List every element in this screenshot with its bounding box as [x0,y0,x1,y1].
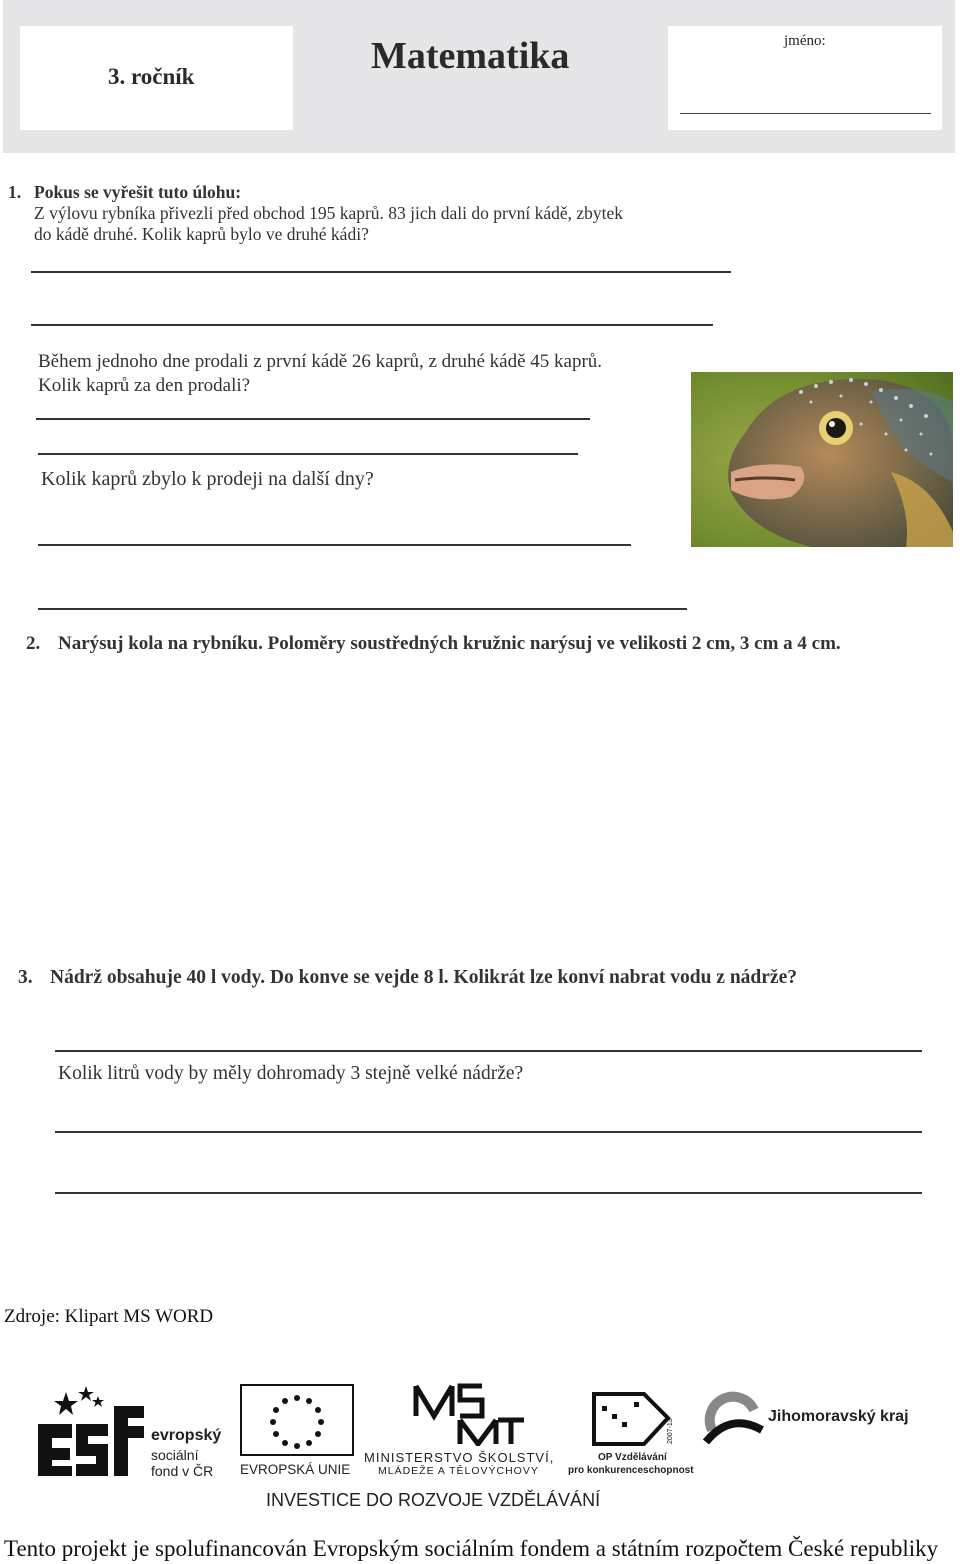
task1-number: 1. [8,182,22,202]
esf-line2: sociální [151,1447,199,1463]
task1-text-line2: do kádě druhé. Kolik kaprů bylo ve druhé kádi? [34,224,369,244]
task2-text: Narýsuj kola na rybníku. Poloměry soustředných kružnic narýsuj ve velikosti 2 cm, 3 cm a 4 cm. [58,633,841,654]
answer-line[interactable] [55,1050,922,1052]
answer-line[interactable] [31,271,731,273]
task1-text-line1: Z výlovu rybníka přivezli před obchod 195 kaprů. 83 jich dali do první kádě, zbytek [34,203,624,223]
esf-logo [36,1384,228,1480]
task3-question2: Kolik litrů vody by měly dohromady 3 stejně velké nádrže? [58,1063,524,1084]
eu-label: EVROPSKÁ UNIE [240,1462,351,1477]
op-years: 2007-13 [667,1418,674,1444]
esf-line1: evropský [151,1427,222,1444]
op-mark-icon [568,1384,698,1450]
answer-line[interactable] [38,608,687,610]
source-note: Zdroje: Klipart MS WORD [4,1306,214,1327]
msmt-logo [364,1382,560,1478]
fish-image [691,372,953,547]
answer-line[interactable] [38,453,578,455]
op-logo [568,1384,698,1480]
answer-line[interactable] [31,324,713,326]
op-line2: pro konkurenceschopnost [568,1465,694,1476]
answer-line[interactable] [55,1131,922,1133]
task1-heading: Pokus se vyřešit tuto úlohu: [34,182,242,202]
eu-logo [240,1384,354,1478]
task2-number: 2. [26,633,41,654]
jmk-mark-icon [702,1390,764,1444]
task1-question3: Kolik kaprů zbylo k prodeji na další dny? [41,468,374,490]
name-label: jméno: [784,33,826,49]
funding-footer: Tento projekt je spolufinancován Evropským sociálním fondem a státním rozpočtem České republiky [4,1536,939,1561]
investment-tagline: INVESTICE DO ROZVOJE VZDĚLÁVÁNÍ [266,1490,601,1510]
msmt-line1: MINISTERSTVO ŠKOLSTVÍ, [364,1450,555,1465]
answer-line[interactable] [38,544,631,546]
op-line1: OP Vzdělávání [598,1452,667,1463]
grade-label: 3. ročník [108,64,195,89]
page-title: Matematika [371,35,570,77]
grade-box [20,26,293,130]
eu-flag-icon [240,1384,354,1456]
answer-line[interactable] [55,1192,922,1194]
task3-number: 3. [18,967,33,988]
msmt-line2: MLÁDEŽE A TĚLOVÝCHOVY [378,1465,539,1477]
name-box [668,26,942,130]
name-line[interactable] [680,113,931,114]
task1-question2-line2: Kolik kaprů za den prodali? [38,375,251,396]
worksheet-header [3,0,955,153]
answer-line[interactable] [36,418,590,420]
task3-text: Nádrž obsahuje 40 l vody. Do konve se vejde 8 l. Kolikrát lze konví nabrat vodu z nádrže? [50,967,797,988]
jmk-label: Jihomoravský kraj [768,1408,909,1425]
esf-line3: fond v ČR [151,1463,214,1479]
task1-question2-line1: Během jednoho dne prodali z první kádě 26 kaprů, z druhé kádě 45 kaprů. [38,351,603,372]
msmt-mark-icon [364,1382,560,1446]
sponsor-logos [36,1378,936,1513]
esf-mark-icon [36,1384,148,1478]
fish-illustration [691,372,953,547]
jmk-logo [702,1390,932,1450]
